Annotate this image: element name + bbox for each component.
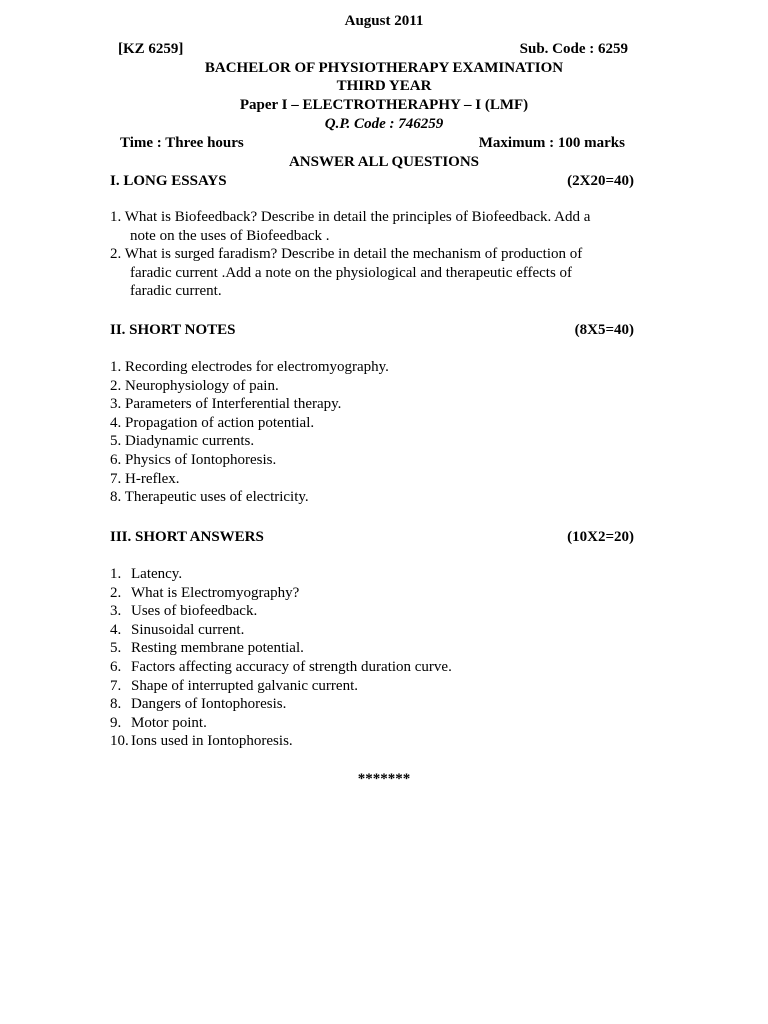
list-item — [110, 732, 452, 751]
exam-year: THIRD YEAR — [336, 78, 432, 94]
list-item-continuation: note on the uses of Biofeedback . — [130, 227, 330, 244]
section-heading-short-answers: III. SHORT ANSWERS — [110, 529, 264, 545]
item-text: Uses of biofeedback. — [131, 603, 258, 620]
item-text: Sinusoidal current. — [131, 621, 245, 638]
list-item — [110, 565, 452, 584]
item-number: 7. — [110, 677, 122, 694]
list-item — [110, 658, 452, 677]
kz-code: [KZ 6259] — [118, 41, 184, 57]
list-item: 2. Neurophysiology of pain. — [110, 377, 279, 394]
list-item: 4. Propagation of action potential. — [110, 414, 315, 431]
list-item — [110, 677, 452, 696]
exam-date: August 2011 — [344, 13, 424, 29]
exam-time: Time : Three hours — [120, 135, 244, 151]
section-heading-short-notes: II. SHORT NOTES — [110, 322, 236, 338]
list-item: 1. What is Biofeedback? Describe in detail the principles of Biofeedback. Add a — [110, 209, 591, 225]
list-item: 2. What is surged faradism? Describe in detail the mechanism of production of — [110, 246, 583, 263]
item-number: 6. — [110, 658, 122, 675]
item-number: 4. — [110, 621, 122, 638]
item-number: 2. — [110, 584, 122, 601]
item-number: 8. — [110, 696, 122, 713]
list-item — [110, 584, 452, 603]
end-mark: ******* — [357, 771, 411, 787]
section-marks-short-notes: (8X5=40) — [574, 322, 634, 338]
item-number: 5. — [110, 640, 122, 657]
item-text: Factors affecting accuracy of strength duration curve. — [131, 658, 452, 675]
list-item: 8. Therapeutic uses of electricity. — [110, 489, 309, 506]
list-item-continuation: faradic current. — [130, 283, 222, 300]
item-text: What is Electromyography? — [131, 584, 300, 601]
list-item: 6. Physics of Iontophoresis. — [110, 451, 277, 468]
list-item-continuation: faradic current .Add a note on the physiological and therapeutic effects of — [130, 264, 573, 281]
item-text: Dangers of Iontophoresis. — [131, 696, 287, 713]
item-number: 9. — [110, 714, 122, 731]
max-marks: Maximum : 100 marks — [478, 135, 625, 151]
list-item: 5. Diadynamic currents. — [110, 433, 255, 450]
list-item: 3. Parameters of Interferential therapy. — [110, 396, 342, 413]
qp-code: Q.P. Code : 746259 — [324, 116, 444, 132]
short-answers-list — [110, 565, 452, 751]
sub-code: Sub. Code : 6259 — [519, 41, 628, 57]
list-item: 1. Recording electrodes for electromyography. — [110, 359, 389, 375]
exam-title: BACHELOR OF PHYSIOTHERAPY EXAMINATION — [204, 60, 564, 76]
list-item — [110, 602, 452, 621]
list-item — [110, 714, 452, 733]
section-heading-long-essays: I. LONG ESSAYS — [110, 173, 227, 189]
section-marks-long-essays: (2X20=40) — [567, 173, 634, 189]
item-number: 1. — [110, 566, 122, 582]
short-notes-list — [110, 358, 389, 507]
item-text: Shape of interrupted galvanic current. — [131, 677, 358, 694]
list-item — [110, 639, 452, 658]
item-text: Latency. — [131, 566, 183, 582]
list-item — [110, 621, 452, 640]
item-text: Ions used in Iontophoresis. — [131, 733, 293, 750]
long-essays-list — [110, 208, 590, 301]
item-text: Motor point. — [131, 714, 207, 731]
item-number: 10. — [110, 733, 129, 750]
item-text: Resting membrane potential. — [131, 640, 304, 657]
item-number: 3. — [110, 603, 122, 620]
section-marks-short-answers: (10X2=20) — [567, 529, 634, 545]
instruction: ANSWER ALL QUESTIONS — [288, 154, 480, 170]
paper-title: Paper I – ELECTROTHERAPHY – I (LMF) — [239, 97, 529, 113]
list-item: 7. H-reflex. — [110, 470, 180, 487]
list-item — [110, 695, 452, 714]
